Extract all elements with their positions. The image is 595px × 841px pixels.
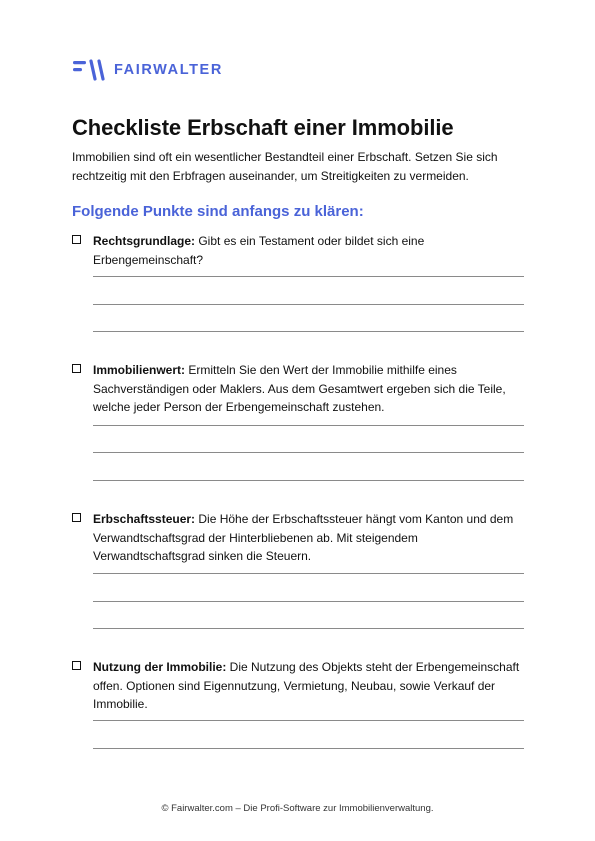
answer-line[interactable] xyxy=(93,628,524,629)
checklist-item-text xyxy=(93,361,529,417)
answer-line[interactable] xyxy=(93,452,524,453)
footer: © Fairwalter.com – Die Profi-Software zur Immobilienverwaltung. xyxy=(161,803,434,814)
item-description: Die Nutzung des Objekts steht der Erbengemeinschaft offen. Optionen sind Eigennutzung, Vermietung, Neubau, sowie Verkauf der Immobilie. xyxy=(93,660,520,711)
answer-line[interactable] xyxy=(93,720,524,721)
answer-line[interactable] xyxy=(93,425,524,426)
checkbox[interactable] xyxy=(72,513,81,522)
answer-line[interactable] xyxy=(93,573,524,574)
answer-line[interactable] xyxy=(93,480,524,481)
answer-line[interactable] xyxy=(93,304,524,305)
fairwalter-logo-icon xyxy=(72,58,108,82)
checkbox[interactable] xyxy=(72,364,81,373)
page-title: Checkliste Erbschaft einer Immobilie xyxy=(72,115,454,140)
answer-line[interactable] xyxy=(93,601,524,602)
answer-line[interactable] xyxy=(93,748,524,749)
checkbox[interactable] xyxy=(72,661,81,670)
section-heading: Folgende Punkte sind anfangs zu klären: xyxy=(72,203,364,220)
checkbox[interactable] xyxy=(72,235,81,244)
item-description: Die Höhe der Erbschaftssteuer hängt vom Kanton und dem Verwandtschaftsgrad der Hinterbliebenen ab. Mit steigendem Verwandtschaftsgrad sinken die Steuern. xyxy=(93,512,514,563)
brand-logo xyxy=(72,58,223,82)
item-label: Erbschaftssteuer: xyxy=(93,512,196,526)
item-label: Immobilienwert: xyxy=(93,363,186,377)
checklist-item-text xyxy=(93,658,529,714)
brand-name: FAIRWALTER xyxy=(114,62,223,78)
item-label: Nutzung der Immobilie: xyxy=(93,660,227,674)
answer-line[interactable] xyxy=(93,276,524,277)
intro-text: Immobilien sind oft ein wesentlicher Bestandteil einer Erbschaft. Setzen Sie sich rechtzeitig mit den Erbfragen auseinander, um Streitigkeiten zu vermeiden. xyxy=(72,150,498,183)
checklist-item-text xyxy=(93,510,529,566)
item-label: Rechtsgrundlage: xyxy=(93,234,196,248)
item-description: Ermitteln Sie den Wert der Immobilie mithilfe eines Sachverständigen oder Maklers. Aus dem Gesamtwert ergeben sich die Teile, welche jeder Person der Erbengemeinschaft zustehen. xyxy=(93,363,506,414)
item-description: Gibt es ein Testament oder bildet sich eine Erbengemeinschaft? xyxy=(93,234,425,267)
answer-line[interactable] xyxy=(93,331,524,332)
checklist-item-text xyxy=(93,232,529,269)
